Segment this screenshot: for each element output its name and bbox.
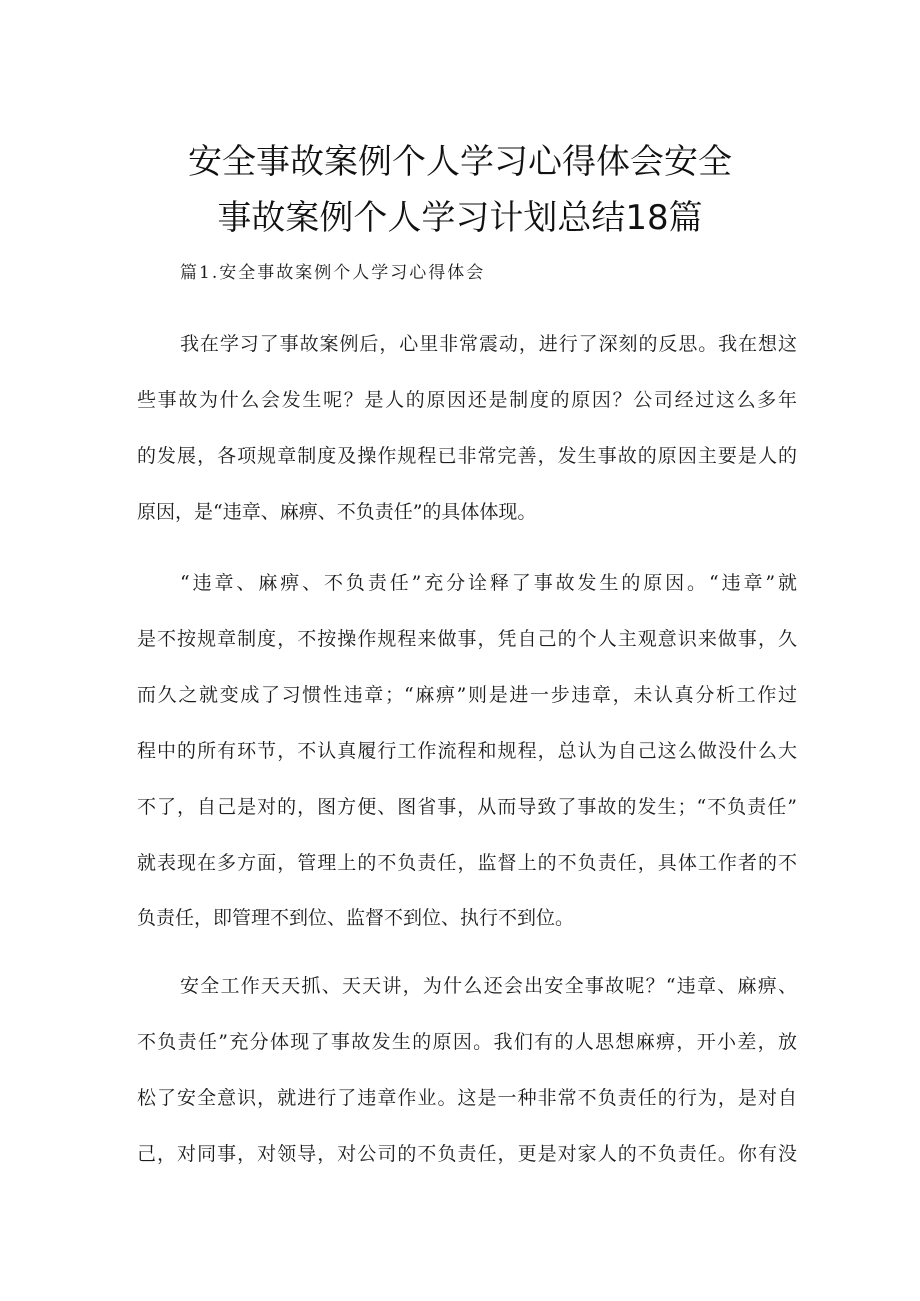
paragraph-2-line-2: 是不按规章制度，不按操作规程来做事，凭自己的个人主观意识来做事，久 (137, 628, 797, 650)
paragraph-2-line-5: 不了，自己是对的，图方便、图省事，从而导致了事故的发生；“不负责任” (137, 796, 797, 818)
paragraph-3-line-2: 不负责任”充分体现了事故发生的原因。我们有的人思想麻痹，开小差，放 (137, 1031, 797, 1053)
section-heading: 篇1.安全事故案例个人学习心得体会 (180, 263, 486, 283)
document-title-line-1: 安全事故案例个人学习心得体会安全 (188, 142, 732, 182)
paragraph-2-line-7: 负责任，即管理不到位、监督不到位、执行不到位。 (137, 907, 575, 929)
paragraph-3-line-1: 安全工作天天抓、天天讲，为什么还会出安全事故呢？“违章、麻痹、 (180, 975, 797, 997)
paragraph-1-line-1: 我在学习了事故案例后，心里非常震动，进行了深刻的反思。我在想这 (180, 333, 797, 355)
paragraph-2-line-6: 就表现在多方面，管理上的不负责任，监督上的不负责任，具体工作者的不 (137, 852, 797, 874)
paragraph-1-line-2: 些事故为什么会发生呢？是人的原因还是制度的原因？公司经过这么多年 (137, 389, 797, 411)
paragraph-3-line-4: 己，对同事，对领导，对公司的不负责任，更是对家人的不负责任。你有没 (137, 1143, 797, 1165)
paragraph-3-line-3: 松了安全意识，就进行了违章作业。这是一种非常不负责任的行为，是对自 (137, 1087, 797, 1109)
paragraph-2-line-3: 而久之就变成了习惯性违章；“麻痹”则是进一步违章，未认真分析工作过 (137, 684, 797, 706)
document-title-line-2: 事故案例个人学习计划总结18篇 (217, 198, 703, 238)
paragraph-2-line-4: 程中的所有环节，不认真履行工作流程和规程，总认为自己这么做没什么大 (137, 740, 797, 762)
paragraph-1-line-4: 原因，是“违章、麻痹、不负责任”的具体体现。 (137, 501, 537, 523)
paragraph-1-line-3: 的发展，各项规章制度及操作规程已非常完善，发生事故的原因主要是人的 (137, 445, 797, 467)
paragraph-2-line-1: “违章、麻痹、不负责任”充分诠释了事故发生的原因。“违章”就 (180, 572, 797, 594)
